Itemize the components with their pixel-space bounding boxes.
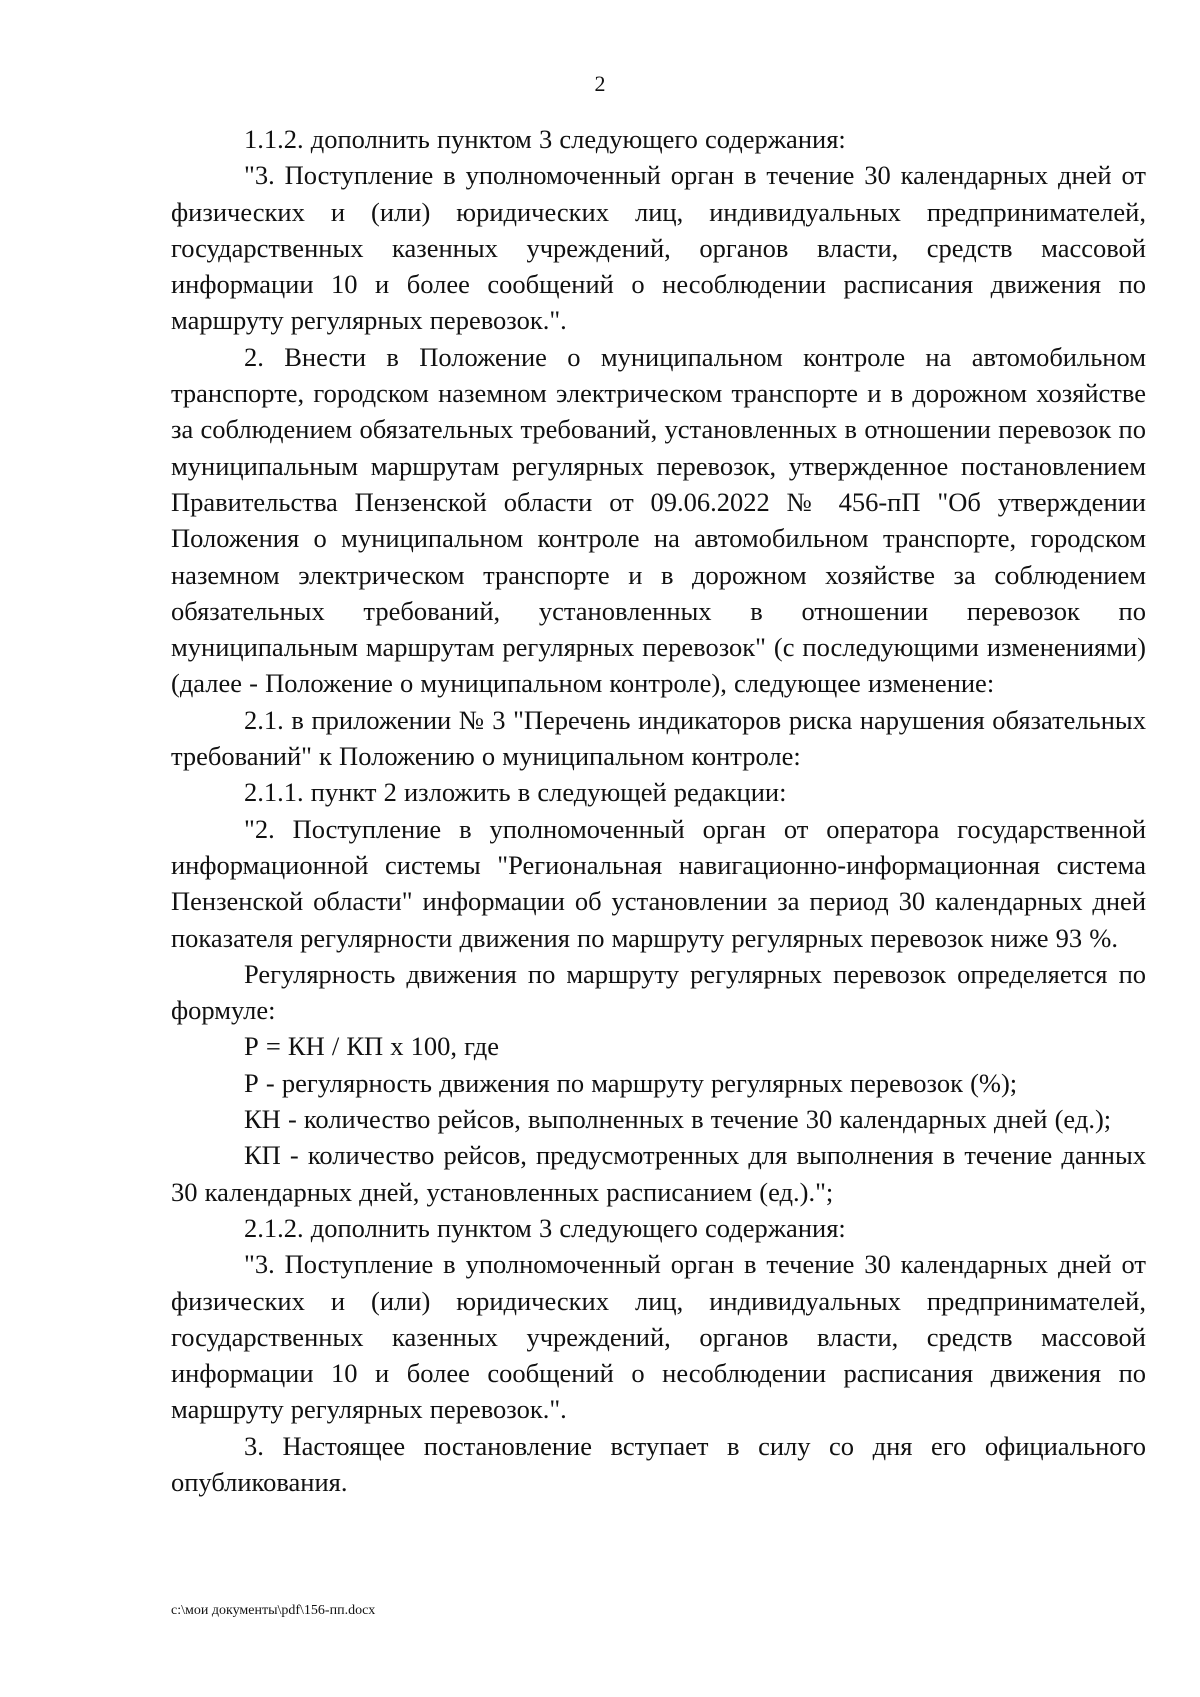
formula: Р = КН / КП х 100, где — [244, 1031, 499, 1062]
document-body — [171, 121, 1146, 1500]
page-number: 2 — [594, 71, 606, 96]
paragraph-3: 3. Настоящее постановление вступает в силу со дня его официального опубликования. — [171, 1430, 1146, 1497]
paragraph-2-1: 2.1. в приложении № 3 "Перечень индикаторов риска нарушения обязательных требований" к Положению о муниципальном контроле: — [171, 704, 1146, 772]
paragraph-point-3-quote: "3. Поступление в уполномоченный орган в течение 30 календарных дней от физических и (или) юридических лиц, индивидуальных предпринимателей, государственных казенных учреждений, органов власти, средств массовой информации 10 и более сообщений о несоблюдении расписания движения по маршруту регулярных перевозок.". — [171, 160, 1146, 336]
file-path-footer: c:\мои документы\pdf\156-пп.docx — [171, 1603, 376, 1618]
paragraph-2: 2. Внести в Положение о муниципальном контроле на автомобильном транспорте, городском наземном электрическом транспорте и в дорожном хозяйстве за соблюдением обязательных требований, установленных в отношении перевозок по муниципальным маршрутам регулярных перевозок, утвержденное постановлением Правительства Пензенской области от 09.06.2022 № 456-пП "Об утверждении Положения о муниципальном контроле на автомобильном транспорте, городском наземном электрическом транспорте и в дорожном хозяйстве за соблюдением обязательных требований, установленных в отношении перевозок по муниципальным маршрутам регулярных перевозок" (с последующими изменениями) (далее - Положение о муниципальном контроле), следующее изменение: — [171, 341, 1146, 699]
paragraph-2-1-2: 2.1.2. дополнить пунктом 3 следующего содержания: — [244, 1212, 846, 1243]
formula-definition-kp: КП - количество рейсов, предусмотренных для выполнения в течение данных 30 календарных дней, установленных расписанием (ед.)."; — [171, 1140, 1146, 1207]
paragraph-2-1-1: 2.1.1. пункт 2 изложить в следующей редакции: — [244, 777, 787, 808]
formula-definition-p: Р - регулярность движения по маршруту регулярных перевозок (%); — [244, 1067, 1018, 1098]
paragraph-point-2-quote: "2. Поступление в уполномоченный орган от оператора государственной информационной системы "Региональная навигационно-информационная система Пензенской области" информации об установлении за период 30 календарных дней показателя регулярности движения по маршруту регулярных перевозок ниже 93 %. — [171, 813, 1146, 953]
paragraph-regularity: Регулярность движения по маршруту регулярных перевозок определяется по формуле: — [171, 958, 1146, 1026]
paragraph-point-3-quote-2: "3. Поступление в уполномоченный орган в течение 30 календарных дней от физических и (или) юридических лиц, индивидуальных предпринимателей, государственных казенных учреждений, органов власти, средств массовой информации 10 и более сообщений о несоблюдении расписания движения по маршруту регулярных перевозок.". — [171, 1249, 1146, 1425]
paragraph-1-1-2: 1.1.2. дополнить пунктом 3 следующего содержания: — [244, 124, 846, 154]
formula-definition-kn: КН - количество рейсов, выполненных в течение 30 календарных дней (ед.); — [244, 1104, 1112, 1135]
